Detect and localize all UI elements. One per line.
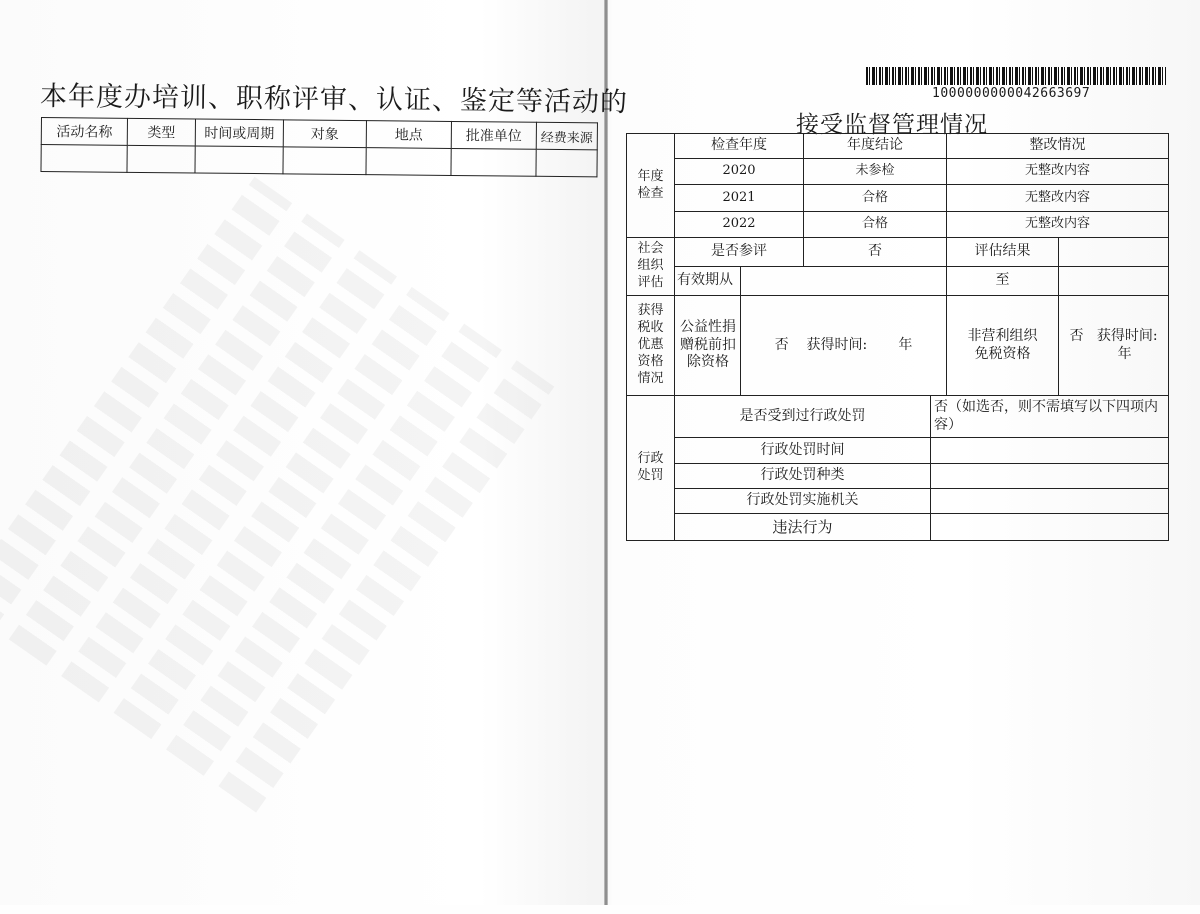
violation-label: 违法行为 xyxy=(675,514,931,541)
evaluation-row-2 xyxy=(627,267,1169,296)
inspection-year: 2022 xyxy=(675,212,804,238)
evaluation-result-label: 评估结果 xyxy=(947,238,1059,267)
inspection-row xyxy=(627,159,1169,185)
valid-to-value xyxy=(1059,267,1169,296)
column-header: 经费来源 xyxy=(536,122,597,150)
inspection-rectification: 无整改内容 xyxy=(947,212,1169,238)
administrative-penalty-label: 行政处罚 xyxy=(627,396,675,541)
donation-status: 否 xyxy=(774,336,789,353)
right-page-title: 接受监督管理情况 xyxy=(796,112,988,138)
inspection-rectification: 无整改内容 xyxy=(947,159,1169,185)
tax-preference-label: 获得税收优惠资格情况 xyxy=(627,296,675,396)
participated-label: 是否参评 xyxy=(675,238,804,267)
activities-empty-row xyxy=(41,145,597,177)
penalty-received-value: 否（如选否，则不需填写以下四项内容） xyxy=(931,396,1169,438)
activities-table xyxy=(40,117,598,177)
inspection-year-header: 检查年度 xyxy=(675,134,804,159)
valid-from-value xyxy=(741,267,947,296)
penalty-detail-row xyxy=(627,438,1169,464)
barcode-number: 1000000000042663697 xyxy=(932,86,1091,101)
column-header: 地点 xyxy=(366,121,451,149)
social-evaluation-label: 社会组织评估 xyxy=(627,238,675,296)
column-header: 对象 xyxy=(283,120,366,148)
violation-value xyxy=(931,514,1169,541)
annual-inspection-label: 年度检查 xyxy=(627,134,675,238)
nonprofit-exemption-label: 非营利组织免税资格 xyxy=(947,296,1059,396)
penalty-detail-row xyxy=(627,464,1169,489)
annual-conclusion-header: 年度结论 xyxy=(804,134,947,159)
penalty-time-value xyxy=(931,438,1169,464)
page-gutter xyxy=(604,0,608,905)
inspection-conclusion: 未参检 xyxy=(804,159,947,185)
penalty-received-row xyxy=(627,396,1169,438)
donation-deduction-label: 公益性捐赠税前扣除资格 xyxy=(675,296,741,396)
inspection-year: 2020 xyxy=(675,159,804,185)
empty-cell xyxy=(366,148,451,176)
tax-preference-row xyxy=(627,296,1169,396)
nonprofit-year-label: 年 xyxy=(1117,345,1132,362)
inspection-row xyxy=(627,212,1169,238)
nonprofit-time-label: 获得时间: xyxy=(1096,328,1158,344)
column-header: 类型 xyxy=(127,118,195,146)
empty-cell xyxy=(41,145,127,173)
penalty-received-label: 是否受到过行政处罚 xyxy=(675,396,931,438)
empty-cell xyxy=(451,148,536,176)
participated-value: 否 xyxy=(804,238,947,267)
empty-cell xyxy=(195,146,283,174)
penalty-authority-label: 行政处罚实施机关 xyxy=(675,489,931,514)
penalty-authority-value xyxy=(931,489,1169,514)
column-header: 活动名称 xyxy=(41,118,127,146)
nonprofit-exemption-value xyxy=(1059,296,1169,396)
inspection-row xyxy=(627,185,1169,212)
penalty-detail-row xyxy=(627,514,1169,541)
supervision-table xyxy=(626,133,1169,541)
empty-cell xyxy=(283,147,366,175)
inspection-conclusion: 合格 xyxy=(804,185,947,212)
empty-cell xyxy=(536,149,597,177)
left-page-title: 本年度办培训、职称评审、认证、鉴定等活动的 xyxy=(39,81,629,119)
evaluation-result-value xyxy=(1059,238,1169,267)
rectification-header: 整改情况 xyxy=(947,134,1169,159)
inspection-year: 2021 xyxy=(675,185,804,212)
evaluation-row-1 xyxy=(627,238,1169,267)
donation-deduction-value xyxy=(741,296,947,396)
annual-inspection-header-row xyxy=(627,134,1169,159)
nonprofit-status: 否 xyxy=(1069,328,1084,344)
donation-year-label: 年 xyxy=(898,336,913,353)
column-header: 批准单位 xyxy=(451,121,536,149)
valid-from-label: 有效期从 xyxy=(675,267,741,296)
penalty-time-label: 行政处罚时间 xyxy=(675,438,931,464)
inspection-rectification: 无整改内容 xyxy=(947,185,1169,212)
empty-cell xyxy=(127,145,195,173)
inspection-conclusion: 合格 xyxy=(804,212,947,238)
penalty-detail-row xyxy=(627,489,1169,514)
penalty-type-label: 行政处罚种类 xyxy=(675,464,931,489)
valid-to-label: 至 xyxy=(947,267,1059,296)
barcode xyxy=(866,67,1166,85)
donation-time-label: 获得时间: xyxy=(806,336,868,353)
column-header: 时间或周期 xyxy=(195,119,283,147)
penalty-type-value xyxy=(931,464,1169,489)
